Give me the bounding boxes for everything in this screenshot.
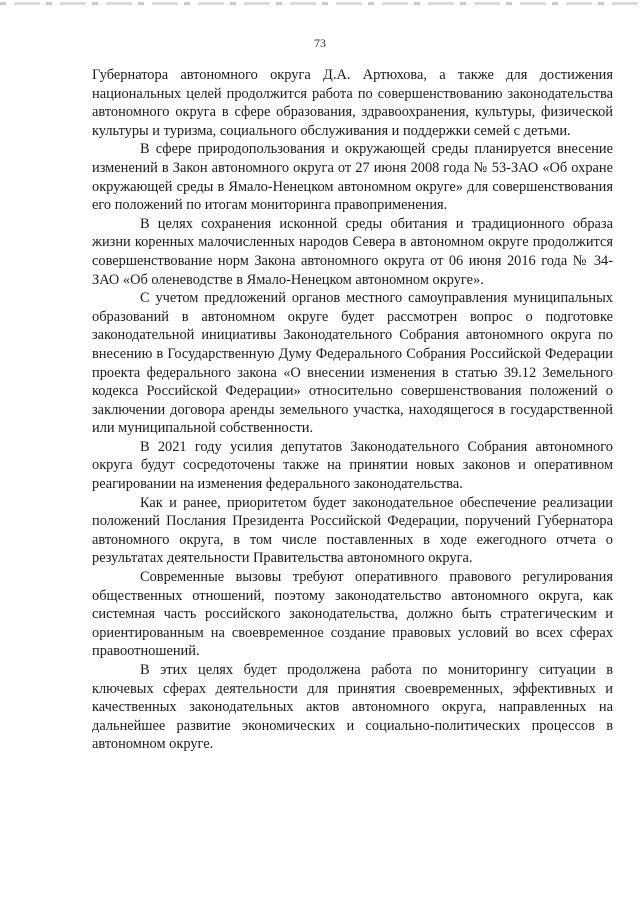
paragraph-8: В этих целях будет продолжена работа по мониторингу ситуации в ключевых сферах деятельности для принятия своевременных, эффективных и качественных законодательных актов автономного округа, направленных на дальнейшее развитие экономических и социально-политических процессов в автономном округе. <box>92 662 613 753</box>
paragraph-4: С учетом предложений органов местного самоуправления муниципальных образований в автономном округе будет рассмотрен вопрос о подготовке законодательной инициативы Законодательного Собрания автономного округа по внесению в Государственную Думу Федерального Собрания Российской Федерации проекта федерального закона «О внесении изменения в статью 39.12 Земельного кодекса Российской Федерации» относительно совершенствования положений о заключении договора аренды земельного участка, находящегося в государственной или муниципальной собственности. <box>92 290 613 437</box>
paragraph-6: Как и ранее, приоритетом будет законодательное обеспечение реализации положений Послания Президента Российской Федерации, поручений Губернатора автономного округа, в том числе поставленных в ходе ежегодного отчета о результатах деятельности Правительства автономного округа. <box>92 494 613 567</box>
document-body <box>92 66 613 754</box>
scan-edge-artifact <box>0 2 640 5</box>
paragraph-7: Современные вызовы требуют оперативного правового регулирования общественных отношений, поэтому законодательство автономного округа, как системная часть российского законодательства, должно быть стратегическим и ориентированным на своевременное создание правовых условий во всех сферах правоотношений. <box>92 569 613 660</box>
paragraph-2: В сфере природопользования и окружающей среды планируется внесение изменений в Закон автономного округа от 27 июня 2008 года № 53-ЗАО «Об охране окружающей среды в Ямало-Ненецком автономном округе» для совершенствования его положений по итогам мониторинга правоприменения. <box>92 141 613 214</box>
page-number: 73 <box>314 36 326 50</box>
paragraph-1: Губернатора автономного округа Д.А. Артюхова, а также для достижения национальных целей продолжится работа по совершенствованию законодательства автономного округа в сфере образования, здравоохранения, культуры, физической культуры и туризма, социального обслуживания и поддержки семей с детьми. <box>92 67 613 139</box>
paragraph-5: В 2021 году усилия депутатов Законодательного Собрания автономного округа будут сосредоточены также на принятии новых законов и оперативном реагировании на изменения федерального законодательства. <box>92 438 613 493</box>
paragraph-3: В целях сохранения исконной среды обитания и традиционного образа жизни коренных малочисленных народов Севера в автономном округе продолжится совершенствование норм Закона автономного округа от 06 июня 2016 года № 34-ЗАО «Об оленеводстве в Ямало-Ненецком автономном округе». <box>92 215 613 288</box>
